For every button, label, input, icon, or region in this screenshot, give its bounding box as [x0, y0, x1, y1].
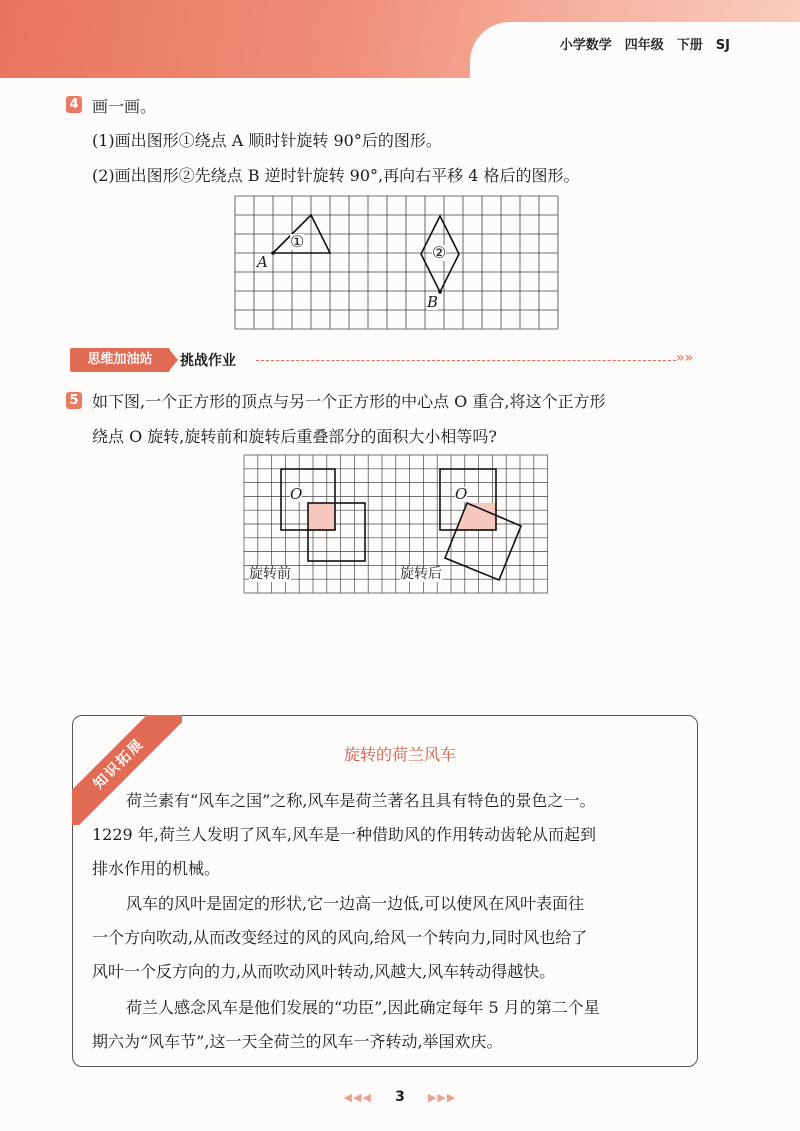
question-title: 画一画。: [92, 97, 157, 116]
section-tag: 思维加油站: [70, 348, 170, 372]
right-arrows-icon: ▶▶▶: [427, 1091, 457, 1104]
question-item: (2)画出图形②先绕点 B 逆时针旋转 90°,再向右平移 4 格后的图形。: [92, 166, 580, 185]
figure-caption: 旋转前: [249, 566, 291, 582]
figure-caption: 旋转后: [400, 566, 442, 582]
page-footer: [0, 1086, 800, 1105]
paragraph-line: 期六为“风车节”,这一天全荷兰的风车一齐转动,举国欢庆。: [92, 1032, 503, 1051]
question-number-badge: 5: [66, 392, 82, 409]
paragraph-line: 1229 年,荷兰人发明了风车,风车是一种借助风的作用转动齿轮从而起到: [92, 825, 596, 844]
left-arrows-icon: ◀◀◀: [343, 1091, 373, 1104]
center-label-o: O: [290, 485, 303, 503]
point-label: B: [427, 293, 439, 311]
paragraph-line: 风叶一个反方向的力,从而吹动风叶转动,风越大,风车转动得越快。: [92, 962, 556, 981]
center-label-o: O: [455, 485, 468, 503]
chevron-right-icon: »»: [676, 350, 694, 366]
question-item: (1)画出图形①绕点 A 顺时针旋转 90°后的图形。: [92, 131, 442, 150]
page-number: 3: [395, 1089, 405, 1105]
shape-label: ①: [290, 232, 305, 251]
paragraph-line: 一个方向吹动,从而改变经过的风的风向,给风一个转向力,同时风也给了: [92, 928, 588, 947]
paragraph-line: 风车的风叶是固定的形状,它一边高一边低,可以使风在风叶表面往: [126, 894, 585, 913]
section-label: 挑战作业: [180, 353, 236, 369]
paragraph-line: 荷兰素有“风车之国”之称,风车是荷兰著名且具有特色的景色之一。: [126, 791, 596, 810]
question-text: 绕点 O 旋转,旋转前和旋转后重叠部分的面积大小相等吗?: [92, 427, 497, 446]
page-header-title: 小学数学 四年级 下册 SJ: [559, 38, 730, 53]
ribbon-label: 知识拓展: [72, 715, 182, 825]
overlap-region: [308, 503, 335, 530]
paragraph-line: 排水作用的机械。: [92, 859, 221, 878]
point-label: A: [257, 253, 268, 271]
paragraph-line: 荷兰人感念风车是他们发展的“功臣”,因此确定每年 5 月的第二个星: [126, 998, 600, 1017]
shape-label: ②: [432, 243, 447, 262]
question-text: 如下图,一个正方形的顶点与另一个正方形的中心点 O 重合,将这个正方形: [92, 392, 606, 411]
box-title: 旋转的荷兰风车: [343, 745, 456, 764]
question-number-badge: 4: [66, 96, 82, 113]
